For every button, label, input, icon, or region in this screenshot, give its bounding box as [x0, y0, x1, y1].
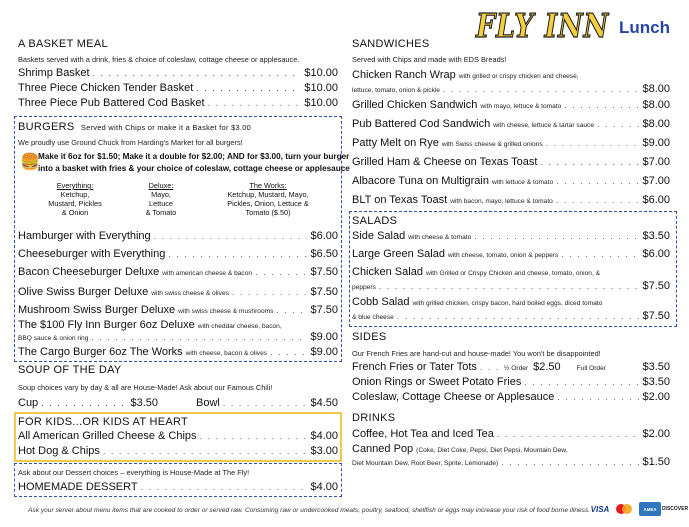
legend-everything: Everything: Ketchup, Mustard, Pickles & Onion — [48, 181, 102, 217]
item-price: $3.00 — [310, 445, 338, 457]
menu-item — [352, 391, 670, 403]
item-name: Coleslaw, Cottage Cheese or Applesauce — [352, 391, 555, 403]
menu-item: Olive Swiss Burger Deluxe with swiss cheese & olives . . . $7.50 — [18, 286, 338, 298]
item-name: Bowl — [196, 397, 220, 409]
item-name: All American Grilled Cheese & Chips — [18, 430, 197, 442]
item-price: $10.00 — [304, 67, 338, 79]
item-name: Cobb Salad — [352, 296, 410, 308]
item-name: Cheeseburger with Everything — [18, 248, 166, 260]
menu-item-continued: BBQ sauce & onion ring . . . $9.00 — [18, 331, 338, 343]
item-name: Grilled Ham & Cheese on Texas Toast — [352, 156, 538, 168]
menu-item: Bacon Cheeseburger Deluxe with american cheese & bacon . . . $7.50 — [18, 266, 338, 278]
menu-item: Albacore Tuna on Multigrain with lettuce & tomato . . . $7.00 — [352, 175, 670, 187]
full-order-price: $3.50 — [642, 361, 670, 373]
item-price: $7.50 — [310, 304, 338, 316]
amex-icon: AMEX — [639, 502, 661, 516]
item-price: $7.50 — [642, 280, 670, 292]
item-price: $8.00 — [642, 118, 670, 130]
menu-item: BLT on Texas Toast with bacon, mayo, lettuce & tomato . . . $6.00 — [352, 194, 670, 206]
item-price: $9.00 — [310, 331, 338, 343]
menu-item — [352, 156, 670, 168]
item-name: Mushroom Swiss Burger Deluxe — [18, 304, 176, 316]
item-price: $8.00 — [642, 99, 670, 111]
item-price: $7.00 — [642, 156, 670, 168]
payment-cards — [589, 502, 689, 516]
menu-item: Canned Pop (Coke, Diet Coke, Pepsi, Diet Pepsi, Mountain Dew, — [352, 443, 568, 455]
menu-item-continued: peppers . . . $7.50 — [352, 280, 670, 292]
menu-item: Side Salad with cheese & tomato . . . $3.50 — [352, 230, 670, 242]
item-name: French Fries or Tater Tots — [352, 361, 477, 373]
item-price: $6.00 — [642, 194, 670, 206]
item-price: $6.00 — [642, 248, 670, 260]
mastercard-icon — [614, 502, 636, 516]
item-price: $2.00 — [642, 428, 670, 440]
menu-item — [352, 361, 670, 373]
menu-item — [352, 428, 670, 440]
item-name: Three Piece Chicken Tender Basket — [18, 82, 194, 94]
salads-heading: SALADS — [352, 215, 398, 227]
menu-item: The $100 Fly Inn Burger 6oz Deluxe with cheddar cheese, bacon, — [18, 319, 282, 331]
item-price: $7.00 — [642, 175, 670, 187]
item-price: $3.50 — [642, 230, 670, 242]
soup-note: Soup choices vary by day & all are House-Made! Ask about our Famous Chili! — [18, 383, 273, 392]
burger-icon: 🍔 — [20, 154, 40, 171]
menu-item: Cobb Salad with grilled chicken, crispy bacon, hard boiled eggs, diced tomato — [352, 296, 603, 308]
item-name: Albacore Tuna on Multigrain — [352, 175, 489, 187]
menu-item — [18, 67, 338, 79]
item-name: HOMEMADE DESSERT — [18, 481, 138, 493]
visa-icon: VISA — [590, 504, 610, 514]
sandwiches-note: Served with Chips and made with EDS Breads! — [352, 55, 507, 64]
menu-item — [18, 481, 338, 493]
item-name: Three Piece Pub Battered Cod Basket — [18, 97, 205, 109]
left-column — [18, 0, 350, 500]
legend-the-works: The Works: Ketchup, Mustard, Mayo, Pickles, Onion, Lettuce & Tomato ($.50) — [227, 181, 309, 217]
item-name: Patty Melt on Rye — [352, 137, 439, 149]
burgers-heading: BURGERS Served with Chips or make it a Basket for $3.00 — [18, 121, 252, 133]
basket-heading: A BASKET MEAL — [18, 38, 108, 50]
item-name: Large Green Salad — [352, 248, 445, 260]
item-price: $4.00 — [310, 481, 338, 493]
menu-item-continued: & blue cheese . . . $7.50 — [352, 310, 670, 322]
item-price: $9.00 — [310, 346, 338, 358]
menu-item-continued: Diet Mountain Dew, Root Beer, Sprite, Lemonade) . . . $1.50 — [352, 456, 670, 468]
item-price: $9.00 — [642, 137, 670, 149]
menu-item: Pub Battered Cod Sandwich with cheese, lettuce & tartar sauce . . . $8.00 — [352, 118, 670, 130]
item-name: The $100 Fly Inn Burger 6oz Deluxe — [18, 319, 195, 331]
half-order-label: ½ Order — [503, 365, 529, 372]
item-name: Canned Pop — [352, 443, 414, 455]
full-order-label: Full Order — [576, 365, 606, 372]
item-name: Onion Rings or Sweet Potato Fries — [352, 376, 522, 388]
sandwiches-heading: SANDWICHES — [352, 38, 430, 50]
upsell-line-1: Make it 6oz for $1.50; Make it a double for $2.00; AND for $3.00, turn your burger — [38, 152, 350, 161]
menu-item: Patty Melt on Rye with Swiss cheese & grilled onions . . . $9.00 — [352, 137, 670, 149]
sides-heading: SIDES — [352, 331, 387, 343]
item-name: Side Salad — [352, 230, 406, 242]
item-name: Chicken Ranch Wrap — [352, 69, 456, 81]
menu-item: Chicken Ranch Wrap with grilled or crispy chicken and cheese, — [352, 69, 579, 81]
item-price: $7.50 — [642, 310, 670, 322]
item-name: Chicken Salad — [352, 266, 423, 278]
menu-item: The Cargo Burger 6oz The Works with cheese, bacon & olives . . . $9.00 — [18, 346, 338, 358]
item-name: Olive Swiss Burger Deluxe — [18, 286, 149, 298]
burgers-note: We proudly use Ground Chuck from Harding's Market for all burgers! — [18, 138, 243, 147]
item-name: Pub Battered Cod Sandwich — [352, 118, 491, 130]
item-price: $3.50 — [130, 397, 158, 409]
menu-item: Mushroom Swiss Burger Deluxe with swiss cheese & mushrooms . . . $7.50 — [18, 304, 338, 316]
discover-icon: DISCOVER — [661, 506, 689, 512]
item-name: BLT on Texas Toast — [352, 194, 448, 206]
upsell-line-2: into a basket with fries & your choice of coleslaw, cottage cheese or applesauce — [38, 164, 350, 173]
basket-note: Baskets served with a drink, fries & choice of coleslaw, cottage cheese or applesauce. — [18, 55, 300, 64]
item-price: $10.00 — [304, 82, 338, 94]
item-price: $10.00 — [304, 97, 338, 109]
menu-item — [18, 445, 338, 457]
menu-item — [352, 376, 670, 388]
item-name: Shrimp Basket — [18, 67, 90, 79]
item-price: $4.50 — [310, 397, 338, 409]
food-safety-warning: Ask your server about menu items that are cooked to order or served raw. Consuming raw or undercooked meats, poultry, seafood, shellfish or eggs may increase your risk of food borne illness. — [28, 507, 591, 514]
soup-heading: SOUP OF THE DAY — [18, 364, 122, 376]
item-name: The Cargo Burger 6oz The Works — [18, 346, 183, 358]
item-price: $6.50 — [310, 248, 338, 260]
half-order-price: $2.50 — [533, 361, 561, 373]
menu-item-continued: lettuce, tomato, onion & pickle . . . $8.00 — [352, 83, 670, 95]
item-name: Cup — [18, 397, 39, 409]
item-name: Hot Dog & Chips — [18, 445, 100, 457]
menu-item: Large Green Salad with cheese, tomato, onion & peppers . . . $6.00 — [352, 248, 670, 260]
menu-item — [196, 397, 338, 409]
menu-item: Chicken Salad with Grilled or Crispy Chicken and cheese, tomato, onion, & — [352, 266, 601, 278]
item-name: Grilled Chicken Sandwich — [352, 99, 478, 111]
item-price: $7.50 — [310, 286, 338, 298]
burgers-heading-note: Served with Chips or make it a Basket for $3.00 — [80, 123, 252, 132]
item-name: Bacon Cheeseburger Deluxe — [18, 266, 160, 278]
menu-subtitle: Lunch — [619, 18, 670, 37]
item-price: $8.00 — [642, 83, 670, 95]
item-price: $2.00 — [642, 391, 670, 403]
legend-deluxe: Deluxe: Mayo, Lettuce & Tomato — [145, 181, 177, 217]
kids-heading: FOR KIDS...OR KIDS AT HEART — [18, 416, 189, 428]
item-price: $7.50 — [310, 266, 338, 278]
dessert-note: Ask about our Dessert choices – everything is House-Made at The Fly! — [18, 468, 250, 477]
menu-item — [18, 230, 338, 242]
sides-note: Our French Fries are hand-cut and house-made! You won't be disappointed! — [352, 349, 601, 358]
menu-item — [18, 97, 338, 109]
menu-item: Grilled Chicken Sandwich with mayo, lettuce & tomato . . . $8.00 — [352, 99, 670, 111]
menu-item — [18, 397, 158, 409]
item-price: $6.00 — [310, 230, 338, 242]
menu-item — [18, 248, 338, 260]
menu-title: FLY INN — [476, 6, 610, 45]
menu-item — [18, 430, 338, 442]
right-column — [352, 0, 670, 500]
menu-item — [18, 82, 338, 94]
item-price: $3.50 — [642, 376, 670, 388]
item-name: Coffee, Hot Tea and Iced Tea — [352, 428, 494, 440]
item-price: $4.00 — [310, 430, 338, 442]
drinks-heading: DRINKS — [352, 412, 396, 424]
item-price: $1.50 — [642, 456, 670, 468]
item-name: Hamburger with Everything — [18, 230, 151, 242]
